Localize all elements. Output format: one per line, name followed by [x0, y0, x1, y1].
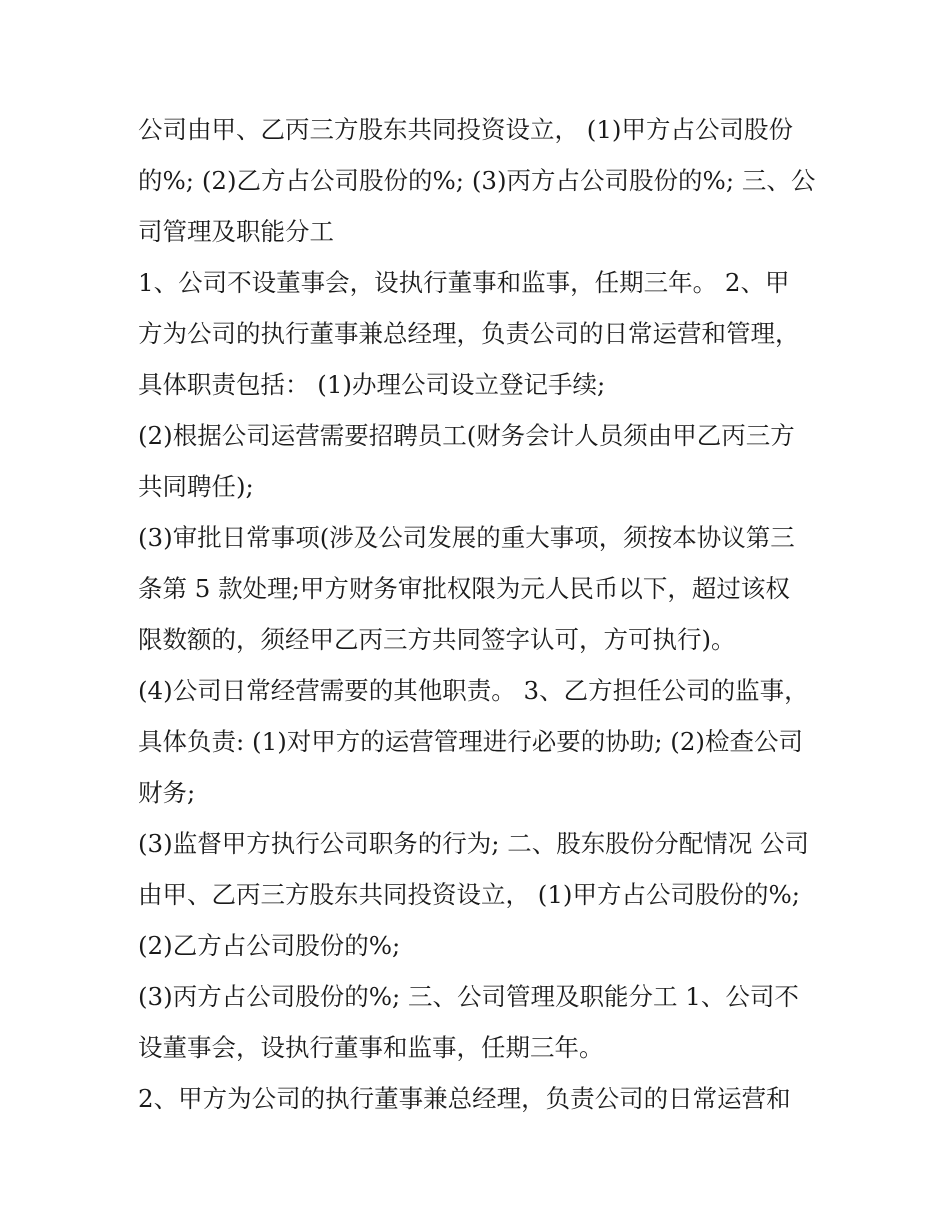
text-line-15: (3)监督甲方执行公司职务的行为; 二、股东股份分配情况 公司 [138, 829, 810, 858]
text-line-19: 设董事会，设执行董事和监事，任期三年。 [138, 1033, 604, 1062]
text-line-6: 具体职责包括： (1)办理公司设立登记手续; [138, 370, 606, 399]
text-line-9: (3)审批日常事项(涉及公司发展的重大事项，须按本协议第三 [138, 523, 795, 552]
document-body [138, 104, 818, 1124]
text-line-4: 1、公司不设董事会，设执行董事和监事，任期三年。 2、甲 [138, 268, 790, 297]
text-line-12: (4)公司日常经营需要的其他职责。 3、乙方担任公司的监事， [138, 676, 809, 705]
text-line-17: (2)乙方占公司股份的%; [138, 931, 401, 960]
text-line-11: 限数额的，须经甲乙丙三方共同签字认可，方可执行)。 [138, 625, 736, 654]
text-line-16: 由甲、乙丙三方股东共同投资设立， (1)甲方占公司股份的%; [138, 880, 801, 909]
text-line-2: 的%; (2)乙方占公司股份的%; (3)丙方占公司股份的%; 三、公 [138, 166, 816, 195]
text-line-20: 2、甲方为公司的执行董事兼总经理，负责公司的日常运营和 [138, 1084, 791, 1113]
text-line-13: 具体负责: (1)对甲方的运营管理进行必要的协助; (2)检查公司 [138, 727, 803, 756]
text-line-18: (3)丙方占公司股份的%; 三、公司管理及职能分工 1、公司不 [138, 982, 799, 1011]
text-line-3: 司管理及职能分工 [138, 217, 334, 246]
text-line-14: 财务; [138, 778, 196, 807]
text-line-8: 共同聘任); [138, 472, 254, 501]
text-line-7: (2)根据公司运营需要招聘员工(财务会计人员须由甲乙丙三方 [138, 421, 795, 450]
text-line-10: 条第 5 款处理;甲方财务审批权限为元人民币以下，超过该权 [138, 574, 790, 603]
text-line-5: 方为公司的执行董事兼总经理，负责公司的日常运营和管理， [138, 319, 800, 348]
text-line-1: 公司由甲、乙丙三方股东共同投资设立， (1)甲方占公司股份 [138, 115, 793, 144]
